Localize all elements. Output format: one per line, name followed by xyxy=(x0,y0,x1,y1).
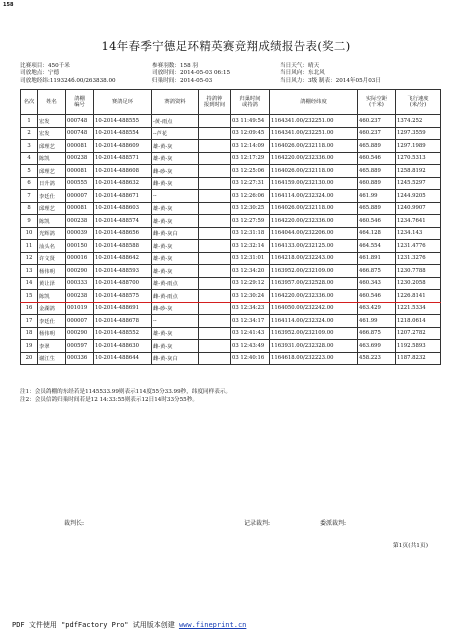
cell-coordinates: 1164044.00/232206.00 xyxy=(270,227,358,240)
page-number: 第1页(共1页) xyxy=(392,543,428,549)
table-row xyxy=(21,127,441,140)
table-row xyxy=(21,190,441,203)
cell-loft-id: 000081 xyxy=(66,202,94,215)
cell-name: 谢江生 xyxy=(38,352,66,365)
cell-pigeon-info: 雌-砂-灰 xyxy=(152,302,199,315)
cell-ring: 10-2014-488678 xyxy=(94,315,152,328)
cell-arrival-time: 03 12:29:12 xyxy=(231,277,270,290)
cell-distance: 466.875 xyxy=(358,265,396,278)
cell-clock-time xyxy=(199,177,231,190)
cell-speed: 1234.7641 xyxy=(396,215,441,228)
note-line: 注1：会员鸽棚的东经若是1145533.99则表示114度55分33.99秒，纬度同样表示。 xyxy=(20,389,232,395)
table-row xyxy=(21,277,441,290)
cell-pigeon-info: -- xyxy=(152,190,199,203)
table-row xyxy=(21,227,441,240)
cell-loft-id: 001019 xyxy=(66,302,94,315)
info-item: 比赛项目：450千米 xyxy=(20,63,70,69)
cell-arrival-time: 03 12:31:18 xyxy=(231,227,270,240)
info-item: 司放地经纬:119324б.00/263838.00 xyxy=(20,77,116,84)
cell-arrival-time: 03 12:27:31 xyxy=(231,177,270,190)
note-line: 注2：会员信鸽归巢时间若是12 14:33:55则表示12日14时33分55秒。 xyxy=(20,397,198,403)
cell-clock-time xyxy=(199,127,231,140)
cell-speed: 1234.143 xyxy=(396,227,441,240)
cell-speed: 1258.8192 xyxy=(396,165,441,178)
cell-distance: 464.554 xyxy=(358,240,396,253)
col-pigeon-info-header: 赛鸽资料 xyxy=(152,90,199,115)
cell-speed: 1207.2782 xyxy=(396,327,441,340)
cell-coordinates: 1164220.00/232336.00 xyxy=(270,290,358,303)
cell-arrival-time: 03 12:27:59 xyxy=(231,215,270,228)
cell-loft-id: 000597 xyxy=(66,340,94,353)
table-row xyxy=(21,215,441,228)
cell-name: 宏发 xyxy=(38,115,66,128)
cell-loft-id: 000238 xyxy=(66,290,94,303)
cell-ring: 10-2014-488630 xyxy=(94,340,152,353)
info-row xyxy=(20,70,440,77)
cell-distance: 465.889 xyxy=(358,165,396,178)
cell-rank: 19 xyxy=(21,340,38,353)
cell-loft-id: 000081 xyxy=(66,140,94,153)
cell-rank: 8 xyxy=(21,202,38,215)
cell-distance: 458.223 xyxy=(358,352,396,365)
cell-distance: 460.546 xyxy=(358,215,396,228)
cell-clock-time xyxy=(199,340,231,353)
notes xyxy=(20,388,231,404)
info-row xyxy=(20,78,440,85)
cell-loft-id: 000238 xyxy=(66,152,94,165)
info-item: 参赛羽数：158 羽 xyxy=(152,63,199,69)
cell-distance: 461.99 xyxy=(358,190,396,203)
cell-rank: 12 xyxy=(21,252,38,265)
cell-clock-time xyxy=(199,265,231,278)
cell-ring: 10-2014-488671 xyxy=(94,190,152,203)
cell-coordinates: 1164159.00/232130.00 xyxy=(270,177,358,190)
cell-clock-time xyxy=(199,302,231,315)
table-row xyxy=(21,315,441,328)
cell-pigeon-info: 雄-黄-灰 xyxy=(152,252,199,265)
cell-ring: 10-2014-488574 xyxy=(94,215,152,228)
cell-speed: 1218.0614 xyxy=(396,315,441,328)
cell-loft-id: 000007 xyxy=(66,190,94,203)
cell-name: 宏发 xyxy=(38,127,66,140)
cell-speed: 1231.4776 xyxy=(396,240,441,253)
cell-ring: 10-2014-488593 xyxy=(94,265,152,278)
col-distance-header: 实际空距 (千米) xyxy=(358,90,396,115)
cell-coordinates: 1164220.00/232336.00 xyxy=(270,215,358,228)
cell-speed: 1374.252 xyxy=(396,115,441,128)
table-row xyxy=(21,165,441,178)
cell-clock-time xyxy=(199,215,231,228)
info-item: 司放时间：2014-05-03 06:15 xyxy=(152,70,231,77)
cell-coordinates: 1164050.00/232242.00 xyxy=(270,302,358,315)
cell-speed: 1221.5334 xyxy=(396,302,441,315)
cell-speed: 1244.9205 xyxy=(396,190,441,203)
col-coordinates-header: 鸽棚经纬度 xyxy=(270,90,358,115)
cell-ring: 10-2014-488575 xyxy=(94,290,152,303)
cell-ring: 10-2014-488691 xyxy=(94,302,152,315)
info-item: 当日风向：东北风 xyxy=(280,70,325,77)
cell-loft-id: 000238 xyxy=(66,215,94,228)
cell-arrival-time: 03 12:26:06 xyxy=(231,190,270,203)
cell-arrival-time: 03 12:14:09 xyxy=(231,140,270,153)
table-row xyxy=(21,252,441,265)
cell-clock-time xyxy=(199,140,231,153)
cell-clock-time xyxy=(199,277,231,290)
cell-speed: 1230.2058 xyxy=(396,277,441,290)
cell-pigeon-info: 雌-黄-灰白 xyxy=(152,352,199,365)
cell-name: 邱理艺 xyxy=(38,202,66,215)
cell-name: 邱理艺 xyxy=(38,165,66,178)
cell-speed: 1230.7788 xyxy=(396,265,441,278)
cell-pigeon-info: 雄-黄-灰 xyxy=(152,152,199,165)
cell-name: 许文贤 xyxy=(38,252,66,265)
col-rank-header: 名次 xyxy=(21,90,38,115)
cell-pigeon-info: 雄-黄-灰 xyxy=(152,240,199,253)
cell-ring: 10-2014-488571 xyxy=(94,152,152,165)
cell-ring: 10-2014-488700 xyxy=(94,277,152,290)
cell-coordinates: 1164026.00/232118.00 xyxy=(270,202,358,215)
cell-distance: 461.891 xyxy=(358,252,396,265)
cell-loft-id: 000016 xyxy=(66,252,94,265)
cell-clock-time xyxy=(199,202,231,215)
cell-distance: 460.237 xyxy=(358,127,396,140)
cell-distance: 460.546 xyxy=(358,152,396,165)
cell-name: 陈凯 xyxy=(38,215,66,228)
cell-name: 汕头名 xyxy=(38,240,66,253)
cell-distance: 463.699 xyxy=(358,340,396,353)
cell-arrival-time: 03 12:43:49 xyxy=(231,340,270,353)
cell-arrival-time: 03 12:30:25 xyxy=(231,202,270,215)
col-clock-time-header: 持鸽钟 报到时间 xyxy=(199,90,231,115)
cell-pigeon-info: 雄-黄-灰 xyxy=(152,215,199,228)
table-body xyxy=(21,115,441,365)
cell-pigeon-info: -黄-雨点 xyxy=(152,115,199,128)
cell-name: 杨伟明 xyxy=(38,265,66,278)
footer-link[interactable]: www.fineprint.cn xyxy=(178,621,247,629)
cell-name: 李廷仕 xyxy=(38,190,66,203)
cell-coordinates: 1164220.00/232336.00 xyxy=(270,152,358,165)
cell-pigeon-info: 雌-黄-灰 xyxy=(152,340,199,353)
cell-arrival-time: 03 12:32:14 xyxy=(231,240,270,253)
cell-arrival-time: 03 12:34:17 xyxy=(231,315,270,328)
cell-distance: 464.128 xyxy=(358,227,396,240)
cell-loft-id: 000150 xyxy=(66,240,94,253)
cell-coordinates: 1164026.00/232118.00 xyxy=(270,165,358,178)
cell-rank: 10 xyxy=(21,227,38,240)
cell-ring: 10-2014-488554 xyxy=(94,127,152,140)
cell-rank: 13 xyxy=(21,265,38,278)
cell-clock-time xyxy=(199,315,231,328)
cell-speed: 1226.8141 xyxy=(396,290,441,303)
cell-coordinates: 1163952.00/232109.00 xyxy=(270,265,358,278)
cell-ring: 10-2014-488552 xyxy=(94,327,152,340)
cell-ring: 10-2014-488603 xyxy=(94,202,152,215)
cell-speed: 1231.3276 xyxy=(396,252,441,265)
cell-rank: 9 xyxy=(21,215,38,228)
cell-name: 黄让泽 xyxy=(38,277,66,290)
cell-pigeon-info: -- xyxy=(152,315,199,328)
cell-pigeon-info: 雌-黄-灰白 xyxy=(152,227,199,240)
cell-coordinates: 1164218.00/232243.00 xyxy=(270,252,358,265)
cell-coordinates: 1164133.00/232125.00 xyxy=(270,240,358,253)
table-row xyxy=(21,152,441,165)
cell-distance: 465.889 xyxy=(358,202,396,215)
cell-clock-time xyxy=(199,152,231,165)
cell-clock-time xyxy=(199,227,231,240)
cell-coordinates: 1163957.00/232528.00 xyxy=(270,277,358,290)
cell-ring: 10-2014-488656 xyxy=(94,227,152,240)
col-loft-id-header: 鸽棚 编号 xyxy=(66,90,94,115)
cell-speed: 1245.5297 xyxy=(396,177,441,190)
cell-rank: 1 xyxy=(21,115,38,128)
cell-arrival-time: 03 12:34:23 xyxy=(231,302,270,315)
footer-text: PDF 文件使用 "pdfFactory Pro" 试用版本创建 xyxy=(12,621,179,629)
cell-rank: 14 xyxy=(21,277,38,290)
cell-arrival-time: 03 12:25:06 xyxy=(231,165,270,178)
cell-pigeon-info: 雄-黄-灰 xyxy=(152,265,199,278)
info-item: 当日天气：晴天 xyxy=(280,63,320,69)
cell-loft-id: 000748 xyxy=(66,127,94,140)
cell-loft-id: 000555 xyxy=(66,177,94,190)
cell-pigeon-info: 雄-黄-灰 xyxy=(152,202,199,215)
info-item: 司放地点：宁德 xyxy=(20,70,60,77)
cell-coordinates: 1163931.00/232328.00 xyxy=(270,340,358,353)
cell-rank: 20 xyxy=(21,352,38,365)
info-item: 归巢时间：2014-05-03 xyxy=(152,77,213,84)
cell-clock-time xyxy=(199,252,231,265)
cell-rank: 5 xyxy=(21,165,38,178)
cell-ring: 10-2014-488588 xyxy=(94,240,152,253)
col-speed-header: 飞行速度 (米/分) xyxy=(396,90,441,115)
cell-coordinates: 1164341.00/232251.00 xyxy=(270,115,358,128)
cell-name: 陈凯 xyxy=(38,152,66,165)
cell-coordinates: 1164618.00/232223.00 xyxy=(270,352,358,365)
cell-distance: 460.546 xyxy=(358,290,396,303)
cell-rank: 7 xyxy=(21,190,38,203)
table-row xyxy=(21,240,441,253)
cell-name: 陈凯 xyxy=(38,290,66,303)
cell-clock-time xyxy=(199,165,231,178)
cell-pigeon-info: 雌-砂-灰 xyxy=(152,165,199,178)
cell-loft-id: 000290 xyxy=(66,327,94,340)
cell-pigeon-info: 雄-黄-雨点 xyxy=(152,277,199,290)
col-ring-header: 赛鸽足环 xyxy=(94,90,152,115)
cell-loft-id: 000336 xyxy=(66,352,94,365)
table-row xyxy=(21,177,441,190)
cell-distance: 463.429 xyxy=(358,302,396,315)
cell-arrival-time: 03 12:31:01 xyxy=(231,252,270,265)
cell-coordinates: 1163952.00/232109.00 xyxy=(270,327,358,340)
cell-ring: 10-2014-488555 xyxy=(94,115,152,128)
table-row xyxy=(21,202,441,215)
cell-coordinates: 1164114.00/232324.00 xyxy=(270,190,358,203)
cell-clock-time xyxy=(199,190,231,203)
cell-rank: 18 xyxy=(21,327,38,340)
cell-distance: 465.889 xyxy=(358,140,396,153)
cell-arrival-time: 03 12:09:45 xyxy=(231,127,270,140)
table-row xyxy=(21,302,441,315)
cell-speed: 1297.3559 xyxy=(396,127,441,140)
cell-ring: 10-2014-488609 xyxy=(94,140,152,153)
cell-arrival-time: 03 12:41:43 xyxy=(231,327,270,340)
cell-distance: 461.99 xyxy=(358,315,396,328)
cell-name: 邱理艺 xyxy=(38,140,66,153)
cell-arrival-time: 03 12:40:16 xyxy=(231,352,270,365)
cell-ring: 10-2014-488608 xyxy=(94,165,152,178)
cell-rank: 11 xyxy=(21,240,38,253)
report-title: 14年春季宁德足环精英赛竞翔成绩报告表(奖二) xyxy=(101,39,351,53)
info-row xyxy=(20,63,440,70)
cell-name: 日升鸽 xyxy=(38,177,66,190)
cell-name: 李翠 xyxy=(38,340,66,353)
cell-name: 李廷仕 xyxy=(38,315,66,328)
cell-speed: 1187.8232 xyxy=(396,352,441,365)
cell-pigeon-info: 雌-黄-灰 xyxy=(152,177,199,190)
cell-arrival-time: 03 12:30:24 xyxy=(231,290,270,303)
cell-loft-id: 000290 xyxy=(66,265,94,278)
cell-pigeon-info: --芦花 xyxy=(152,127,199,140)
cell-distance: 460.889 xyxy=(358,177,396,190)
cell-coordinates: 1164114.00/232324.00 xyxy=(270,315,358,328)
cell-loft-id: 000748 xyxy=(66,115,94,128)
cell-rank: 2 xyxy=(21,127,38,140)
cell-clock-time xyxy=(199,115,231,128)
cell-ring: 10-2014-488644 xyxy=(94,352,152,365)
corner-label: 158 xyxy=(3,2,14,8)
cell-speed: 1297.1989 xyxy=(396,140,441,153)
table-row xyxy=(21,340,441,353)
cell-loft-id: 000039 xyxy=(66,227,94,240)
cell-pigeon-info: 雌-黄-雨点 xyxy=(152,290,199,303)
cell-speed: 1240.9907 xyxy=(396,202,441,215)
pdf-footer xyxy=(12,620,246,630)
cell-arrival-time: 03 12:34:20 xyxy=(231,265,270,278)
cell-distance: 466.875 xyxy=(358,327,396,340)
table-row xyxy=(21,115,441,128)
table-row xyxy=(21,352,441,365)
table-row xyxy=(21,140,441,153)
table-row xyxy=(21,290,441,303)
cell-pigeon-info: 雄-黄-灰 xyxy=(152,327,199,340)
cell-rank: 4 xyxy=(21,152,38,165)
cell-rank: 6 xyxy=(21,177,38,190)
cell-name: 杨伟明 xyxy=(38,327,66,340)
cell-loft-id: 000007 xyxy=(66,315,94,328)
cell-name: 光辉鸽 xyxy=(38,227,66,240)
race-info xyxy=(20,63,440,85)
cell-ring: 10-2014-488642 xyxy=(94,252,152,265)
cell-arrival-time: 03 12:17:29 xyxy=(231,152,270,165)
cell-rank: 15 xyxy=(21,290,38,303)
table-row xyxy=(21,327,441,340)
cell-rank: 16 xyxy=(21,302,38,315)
cell-clock-time xyxy=(199,327,231,340)
cell-name: 金湖鸽 xyxy=(38,302,66,315)
cell-coordinates: 1164026.00/232118.00 xyxy=(270,140,358,153)
cell-clock-time xyxy=(199,352,231,365)
cell-loft-id: 000333 xyxy=(66,277,94,290)
cell-speed: 1270.5313 xyxy=(396,152,441,165)
record-referee-label: 记录裁判: xyxy=(244,520,271,527)
cell-speed: 1192.5893 xyxy=(396,340,441,353)
cell-loft-id: 000081 xyxy=(66,165,94,178)
cell-clock-time xyxy=(199,290,231,303)
cell-pigeon-info: 雄-黄-灰 xyxy=(152,140,199,153)
info-item: 当日风力：3级 制表：2014年05月03日 xyxy=(280,77,381,84)
table-row xyxy=(21,265,441,278)
cell-coordinates: 1164341.00/232251.00 xyxy=(270,127,358,140)
chief-referee-label: 裁判长: xyxy=(64,520,85,527)
cell-distance: 460.343 xyxy=(358,277,396,290)
cell-rank: 3 xyxy=(21,140,38,153)
cell-ring: 10-2014-488632 xyxy=(94,177,152,190)
cell-rank: 17 xyxy=(21,315,38,328)
cell-arrival-time: 03 11:49:54 xyxy=(231,115,270,128)
cell-distance: 460.237 xyxy=(358,115,396,128)
header-row xyxy=(21,90,441,115)
col-name-header: 姓名 xyxy=(38,90,66,115)
delegated-referee-label: 委派裁判: xyxy=(320,520,347,527)
results-table xyxy=(20,89,441,365)
col-arrival-time-header: 归巢时间 或持鸽 xyxy=(231,90,270,115)
cell-clock-time xyxy=(199,240,231,253)
